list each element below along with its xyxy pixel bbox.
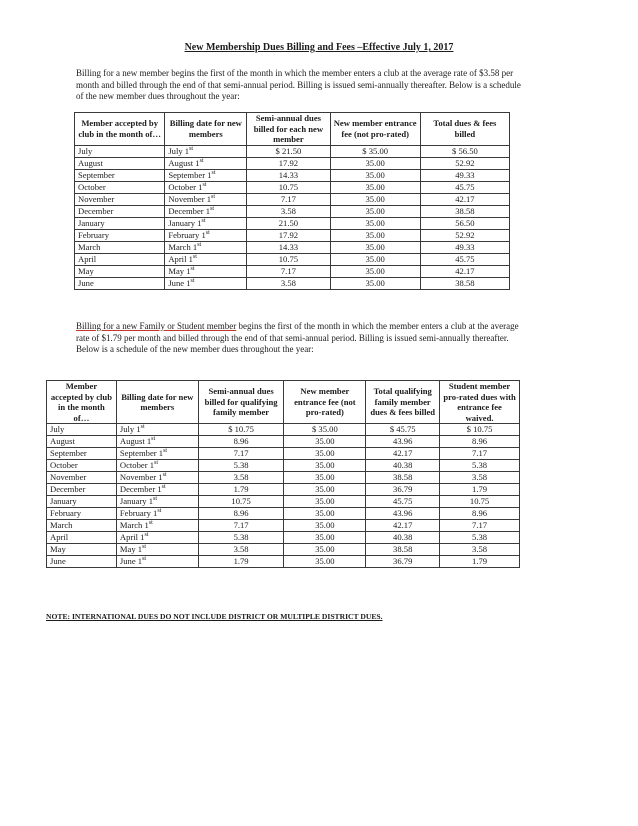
billing-date-cell (165, 253, 247, 265)
semi-annual-dues-cell: 10.75 (247, 253, 330, 265)
entrance-fee-cell: 35.00 (284, 460, 366, 472)
total-dues-cell: 52.92 (420, 157, 509, 169)
month-cell: September (75, 169, 165, 181)
ordinal-suffix: st (190, 265, 195, 272)
billing-date-text: February 1 (168, 229, 206, 240)
month-cell: April (47, 532, 117, 544)
entrance-fee-cell: 35.00 (284, 520, 366, 532)
entrance-fee-cell: $ 35.00 (330, 145, 420, 157)
month-cell: March (47, 520, 117, 532)
table-row (47, 508, 520, 520)
student-dues-cell: $ 10.75 (440, 424, 520, 436)
billing-date-text: January 1 (168, 217, 202, 228)
month-cell: January (47, 496, 117, 508)
ordinal-suffix: st (211, 169, 216, 176)
entrance-fee-cell: 35.00 (330, 277, 420, 289)
total-family-dues-cell: 43.96 (366, 436, 440, 448)
billing-date-text: November 1 (168, 193, 212, 204)
billing-date-cell (165, 169, 247, 181)
total-dues-cell: 42.17 (420, 193, 509, 205)
student-dues-cell: 1.79 (440, 484, 520, 496)
entrance-fee-cell: 35.00 (330, 181, 420, 193)
table-header-row (47, 381, 520, 424)
month-cell: October (47, 460, 117, 472)
billing-date-cell (116, 448, 198, 460)
entrance-fee-cell: 35.00 (284, 496, 366, 508)
billing-date-cell (165, 145, 247, 157)
total-family-dues-cell: 36.79 (366, 484, 440, 496)
table-row (75, 169, 510, 181)
student-dues-cell: 3.58 (440, 544, 520, 556)
table-row (75, 241, 510, 253)
billing-date-cell (165, 265, 247, 277)
semi-annual-dues-cell: 7.17 (247, 265, 330, 277)
table-row (75, 205, 510, 217)
table-row (47, 532, 520, 544)
month-cell: December (75, 205, 165, 217)
total-family-dues-cell: 38.58 (366, 472, 440, 484)
billing-date-cell (116, 532, 198, 544)
semi-annual-dues-cell: 17.92 (247, 157, 330, 169)
entrance-fee-cell: 35.00 (330, 229, 420, 241)
table-row (75, 229, 510, 241)
billing-date-text: July 1 (168, 145, 190, 156)
entrance-fee-cell: 35.00 (330, 157, 420, 169)
family-dues-cell: 1.79 (198, 484, 284, 496)
ordinal-suffix: st (153, 496, 158, 503)
month-cell: June (47, 556, 117, 568)
ordinal-suffix: st (210, 205, 215, 212)
entrance-fee-cell: 35.00 (330, 205, 420, 217)
ordinal-suffix: st (202, 181, 207, 188)
billing-date-text: December 1 (168, 205, 211, 216)
family-dues-cell: 5.38 (198, 532, 284, 544)
entrance-fee-cell: 35.00 (330, 265, 420, 277)
month-cell: March (75, 241, 165, 253)
entrance-fee-cell: 35.00 (330, 193, 420, 205)
billing-date-text: July 1 (119, 424, 141, 434)
ordinal-suffix: st (142, 556, 147, 563)
total-family-dues-cell: 42.17 (366, 520, 440, 532)
month-cell: April (75, 253, 165, 265)
billing-date-cell (116, 436, 198, 448)
billing-date-cell (116, 424, 198, 436)
semi-annual-dues-cell: 7.17 (247, 193, 330, 205)
entrance-fee-cell: $ 35.00 (284, 424, 366, 436)
ordinal-suffix: st (189, 145, 194, 152)
table-row (47, 448, 520, 460)
billing-date-text: May 1 (168, 265, 191, 276)
total-family-dues-cell: 45.75 (366, 496, 440, 508)
semi-annual-dues-cell: 14.33 (247, 241, 330, 253)
table-row (75, 193, 510, 205)
month-cell: September (47, 448, 117, 460)
billing-date-text: May 1 (119, 544, 143, 554)
document-title: New Membership Dues Billing and Fees –Effective July 1, 2017 (184, 42, 454, 53)
dues-note: NOTE: INTERNATIONAL DUES DO NOT INCLUDE DISTRICT OR MULTIPLE DISTRICT DUES. (46, 612, 383, 621)
entrance-fee-cell: 35.00 (284, 532, 366, 544)
ordinal-suffix: st (211, 193, 216, 200)
billing-date-cell (116, 520, 198, 532)
student-dues-cell: 5.38 (440, 460, 520, 472)
total-dues-cell: 45.75 (420, 253, 509, 265)
billing-date-cell (165, 229, 247, 241)
total-dues-cell: 52.92 (420, 229, 509, 241)
student-dues-cell: 10.75 (440, 496, 520, 508)
billing-date-cell (116, 556, 198, 568)
billing-date-cell (116, 508, 198, 520)
month-cell: October (75, 181, 165, 193)
total-family-dues-cell: 40.38 (366, 460, 440, 472)
semi-annual-dues-cell: 3.58 (247, 277, 330, 289)
billing-date-text: January 1 (119, 496, 154, 506)
ordinal-suffix: st (163, 448, 168, 455)
billing-date-cell (165, 217, 247, 229)
ordinal-suffix: st (157, 508, 162, 515)
entrance-fee-cell: 35.00 (284, 508, 366, 520)
header-entrance-fee: New member entrance fee (not pro-rated) (284, 381, 366, 424)
family-student-dues-table (46, 380, 520, 568)
entrance-fee-cell: 35.00 (330, 241, 420, 253)
ordinal-suffix: st (140, 424, 145, 431)
student-dues-cell: 3.58 (440, 472, 520, 484)
month-cell: August (75, 157, 165, 169)
family-dues-cell: 8.96 (198, 508, 284, 520)
semi-annual-dues-cell: $ 21.50 (247, 145, 330, 157)
header-total-family-dues: Total qualifying family member dues & fees billed (366, 381, 440, 424)
total-dues-cell: 38.58 (420, 277, 509, 289)
month-cell: July (47, 424, 117, 436)
month-cell: November (47, 472, 117, 484)
total-family-dues-cell: 43.96 (366, 508, 440, 520)
header-total-dues: Total dues & fees billed (420, 113, 509, 146)
table-row (47, 424, 520, 436)
entrance-fee-cell: 35.00 (284, 484, 366, 496)
table-row (47, 544, 520, 556)
month-cell: December (47, 484, 117, 496)
billing-date-text: February 1 (119, 508, 158, 518)
ordinal-suffix: st (161, 484, 166, 491)
table-row (75, 145, 510, 157)
family-student-lead-text: Billing for a new Family or Student member (76, 321, 237, 331)
table-row (47, 496, 520, 508)
billing-date-cell (165, 181, 247, 193)
ordinal-suffix: st (190, 277, 195, 284)
ordinal-suffix: st (199, 157, 204, 164)
family-dues-cell: 7.17 (198, 448, 284, 460)
family-dues-cell: 5.38 (198, 460, 284, 472)
ordinal-suffix: st (162, 472, 167, 479)
table-row (47, 556, 520, 568)
table-row (47, 472, 520, 484)
family-student-billing-paragraph (76, 321, 524, 356)
total-dues-cell: 49.33 (420, 169, 509, 181)
entrance-fee-cell: 35.00 (284, 436, 366, 448)
month-cell: July (75, 145, 165, 157)
member-billing-paragraph: Billing for a new member begins the first of the month in which the member enters a club at the average rate of $3.58 per month and billed through the end of that semi-annual period. Billing is issued semi-annually thereafter. Below is a schedule of the new member dues throughout the year: (76, 68, 521, 101)
month-cell: February (47, 508, 117, 520)
semi-annual-dues-cell: 21.50 (247, 217, 330, 229)
ordinal-suffix: st (154, 460, 159, 467)
billing-date-cell (116, 484, 198, 496)
billing-date-cell (165, 193, 247, 205)
billing-date-cell (116, 544, 198, 556)
billing-date-cell (116, 472, 198, 484)
semi-annual-dues-cell: 17.92 (247, 229, 330, 241)
ordinal-suffix: st (192, 253, 197, 260)
total-family-dues-cell: 40.38 (366, 532, 440, 544)
billing-date-text: November 1 (119, 472, 163, 482)
total-dues-cell: 38.58 (420, 205, 509, 217)
billing-date-text: March 1 (119, 520, 149, 530)
billing-date-text: October 1 (168, 181, 203, 192)
header-semi-annual-dues: Semi-annual dues billed for each new member (247, 113, 330, 146)
billing-date-cell (165, 241, 247, 253)
ordinal-suffix: st (144, 532, 149, 539)
billing-date-text: June 1 (119, 556, 143, 566)
family-dues-cell: $ 10.75 (198, 424, 284, 436)
total-dues-cell: 56.50 (420, 217, 509, 229)
family-dues-cell: 7.17 (198, 520, 284, 532)
table-row (75, 181, 510, 193)
family-dues-cell: 1.79 (198, 556, 284, 568)
total-dues-cell: 45.75 (420, 181, 509, 193)
student-dues-cell: 1.79 (440, 556, 520, 568)
family-student-rest-text: begins the first of the month in which the member enters a club at the average rate of $1.79 per month and billed through the end of that semi-annual period. Billing is issued semi-annually thereafter. Below is a schedule of the new member dues throughout the year: (76, 321, 519, 354)
entrance-fee-cell: 35.00 (284, 472, 366, 484)
total-family-dues-cell: $ 45.75 (366, 424, 440, 436)
month-cell: May (75, 265, 165, 277)
family-dues-cell: 3.58 (198, 472, 284, 484)
total-dues-cell: 42.17 (420, 265, 509, 277)
month-cell: November (75, 193, 165, 205)
total-family-dues-cell: 38.58 (366, 544, 440, 556)
table-row (75, 265, 510, 277)
header-billing-date: Billing date for new members (116, 381, 198, 424)
ordinal-suffix: st (205, 229, 210, 236)
ordinal-suffix: st (148, 520, 153, 527)
month-cell: January (75, 217, 165, 229)
table-header-row (75, 113, 510, 146)
family-dues-cell: 8.96 (198, 436, 284, 448)
total-family-dues-cell: 36.79 (366, 556, 440, 568)
ordinal-suffix: st (151, 436, 156, 443)
billing-date-cell (116, 496, 198, 508)
student-dues-cell: 8.96 (440, 508, 520, 520)
billing-date-text: April 1 (119, 532, 145, 542)
billing-date-text: September 1 (119, 448, 164, 458)
family-dues-cell: 10.75 (198, 496, 284, 508)
month-cell: February (75, 229, 165, 241)
billing-date-cell (165, 277, 247, 289)
total-family-dues-cell: 42.17 (366, 448, 440, 460)
student-dues-cell: 7.17 (440, 520, 520, 532)
semi-annual-dues-cell: 10.75 (247, 181, 330, 193)
header-student-dues: Student member pro-rated dues with entrance fee waived. (440, 381, 520, 424)
billing-date-cell (165, 157, 247, 169)
billing-date-text: April 1 (168, 253, 193, 264)
billing-date-text: October 1 (119, 460, 154, 470)
month-cell: May (47, 544, 117, 556)
billing-date-text: August 1 (119, 436, 152, 446)
table-row (47, 460, 520, 472)
table-row (75, 253, 510, 265)
month-cell: June (75, 277, 165, 289)
billing-date-text: August 1 (168, 157, 200, 168)
table-row (47, 436, 520, 448)
entrance-fee-cell: 35.00 (284, 448, 366, 460)
table-row (75, 217, 510, 229)
header-billing-date: Billing date for new members (165, 113, 247, 146)
billing-date-cell (165, 205, 247, 217)
entrance-fee-cell: 35.00 (330, 253, 420, 265)
table-row (75, 277, 510, 289)
header-family-dues: Semi-annual dues billed for qualifying family member (198, 381, 284, 424)
semi-annual-dues-cell: 14.33 (247, 169, 330, 181)
new-member-dues-table (74, 112, 510, 290)
billing-date-text: December 1 (119, 484, 162, 494)
table-row (47, 520, 520, 532)
entrance-fee-cell: 35.00 (284, 544, 366, 556)
student-dues-cell: 7.17 (440, 448, 520, 460)
student-dues-cell: 5.38 (440, 532, 520, 544)
semi-annual-dues-cell: 3.58 (247, 205, 330, 217)
header-entrance-fee: New member entrance fee (not pro-rated) (330, 113, 420, 146)
family-dues-cell: 3.58 (198, 544, 284, 556)
total-dues-cell: 49.33 (420, 241, 509, 253)
ordinal-suffix: st (197, 241, 202, 248)
ordinal-suffix: st (201, 217, 206, 224)
ordinal-suffix: st (142, 544, 147, 551)
billing-date-cell (116, 460, 198, 472)
header-month-accepted: Member accepted by club in the month of… (75, 113, 165, 146)
table-row (75, 157, 510, 169)
billing-date-text: March 1 (168, 241, 198, 252)
billing-date-text: June 1 (168, 277, 191, 288)
header-month-accepted: Member accepted by club in the month of… (47, 381, 117, 424)
total-dues-cell: $ 56.50 (420, 145, 509, 157)
student-dues-cell: 8.96 (440, 436, 520, 448)
entrance-fee-cell: 35.00 (330, 169, 420, 181)
entrance-fee-cell: 35.00 (330, 217, 420, 229)
entrance-fee-cell: 35.00 (284, 556, 366, 568)
billing-date-text: September 1 (168, 169, 212, 180)
month-cell: August (47, 436, 117, 448)
table-row (47, 484, 520, 496)
